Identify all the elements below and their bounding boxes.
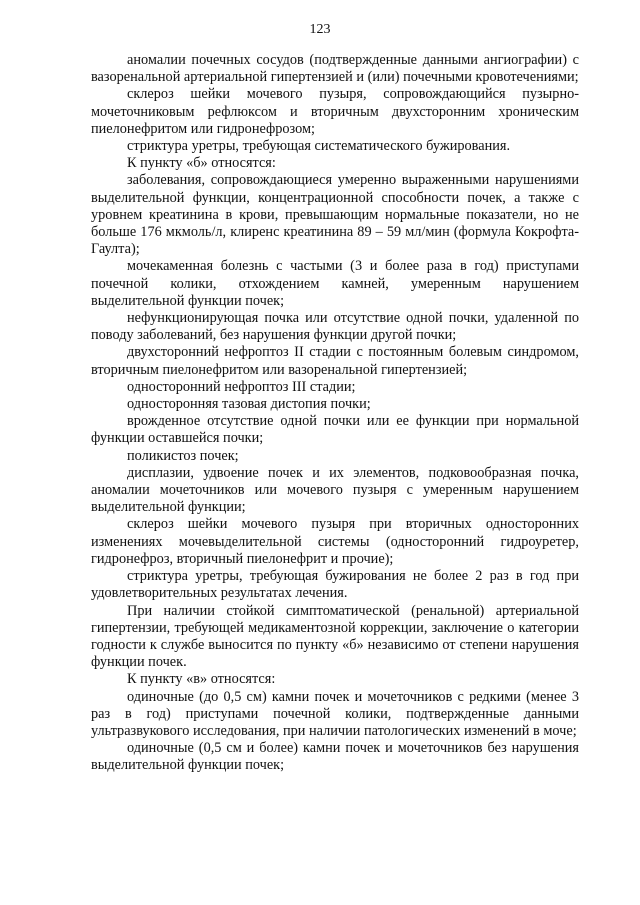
section-heading-v: К пункту «в» относятся:: [127, 671, 276, 688]
paragraph: односторонний нефроптоз III стадии;: [127, 378, 356, 395]
paragraph: аномалии почечных сосудов (подтвержденные данными ангиографии) с вазоренальной артериальной гипертензией и (или) почечными кровотечениями;: [91, 52, 579, 86]
paragraph: двухсторонний нефроптоз II стадии с постоянным болевым синдромом, вторичным пиелонефритом или вазоренальной гипертензией;: [91, 344, 579, 378]
paragraph: склероз шейки мочевого пузыря при вторичных односторонних изменениях мочевыделительной системы (односторонний гидроуретер, гидронефроз, вторичный пиелонефрит и прочие);: [91, 516, 579, 567]
section-heading-b: К пункту «б» относятся:: [127, 155, 276, 172]
paragraph: поликистоз почек;: [127, 447, 239, 464]
paragraph: стриктура уретры, требующая бужирования не более 2 раз в год при удовлетворительных результатах лечения.: [91, 568, 579, 602]
paragraph: дисплазии, удвоение почек и их элементов, подковообразная почка, аномалии мочеточников или мочевого пузыря с умеренным нарушением выделительной функции;: [91, 464, 579, 516]
paragraph: мочекаменная болезнь с частыми (3 и более раза в год) приступами почечной колики, отхождением камней, умеренным нарушением выделительной функции почек;: [91, 258, 579, 309]
paragraph: заболевания, сопровождающиеся умеренно выраженными нарушениями выделительной функции, концентрационной способности почек, а также с уровнем креатинина в крови, превышающим нормальные показатели, но не больше 176 мкмоль/л, клиренс креатинина 89 – 59 мл/мин (формула Кокрофта-Гаулта);: [91, 172, 579, 258]
document-body: [91, 52, 579, 775]
paragraph: склероз шейки мочевого пузыря, сопровождающийся пузырно-мочеточниковым рефлюксом и вторичным двухсторонним хроническим пиелонефритом или гидронефрозом;: [91, 86, 579, 137]
paragraph: стриктура уретры, требующая систематического бужирования.: [127, 138, 511, 155]
paragraph: врожденное отсутствие одной почки или ее функции при нормальной функции оставшейся почки;: [91, 413, 579, 447]
paragraph: односторонняя тазовая дистопия почки;: [127, 396, 371, 413]
paragraph: одиночные (до 0,5 см) камни почек и мочеточников с редкими (менее 3 раз в год) приступами почечной колики, подтвержденные данными ультразвукового исследования, при наличии патологических изменений в моче;: [91, 688, 579, 739]
paragraph: При наличии стойкой симптоматической (ренальной) артериальной гипертензии, требующей медикаментозной коррекции, заключение о категории годности к службе выносится по пункту «б» независимо от степени нарушения функции почек.: [91, 602, 579, 671]
paragraph: одиночные (0,5 см и более) камни почек и мочеточников без нарушения выделительной функции почек;: [91, 740, 579, 774]
paragraph: нефункционирующая почка или отсутствие одной почки, удаленной по поводу заболеваний, без нарушения функции другой почки;: [91, 310, 579, 344]
page-number: 123: [309, 22, 331, 37]
